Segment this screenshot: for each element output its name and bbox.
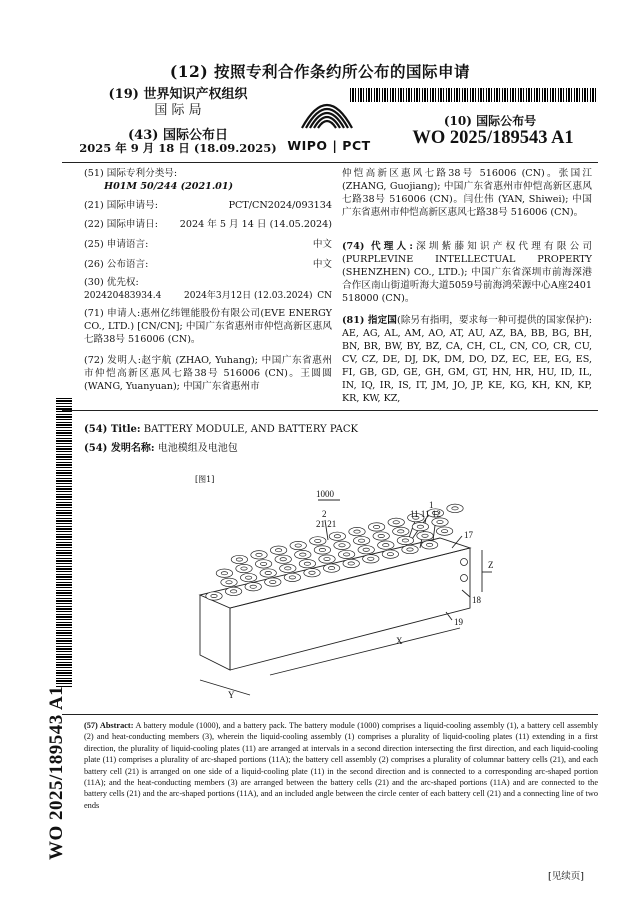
filing-date: 2024 年 5 月 14 日 (14.05.2024) bbox=[179, 219, 332, 230]
battery-cell-terminal bbox=[343, 553, 349, 556]
axis-z: Z bbox=[488, 560, 494, 570]
figure-label: [图1] bbox=[195, 475, 215, 484]
agent-details: 深圳紫藤知识产权代理有限公司 (PURPLEVINE INTELLECTUAL PROPERTY (SHENZHEN) CO., LTD.); 中国广东省深圳市前海深港合作区南山街道听海大道5059号前海鸿荣源中心A座2401 518000 (CN)。 bbox=[342, 241, 592, 304]
battery-cell-terminal bbox=[387, 553, 393, 556]
publication-language: 中文 bbox=[312, 259, 332, 270]
battery-cell-terminal bbox=[221, 572, 227, 575]
ref-18: 18 bbox=[472, 595, 481, 605]
priority-label: (30) 优先权: bbox=[84, 277, 139, 288]
agent-label: (74) 代理人: bbox=[342, 241, 413, 252]
battery-cell-terminal bbox=[328, 567, 334, 570]
publication-language-label: (26) 公布语言: bbox=[84, 259, 149, 270]
port-circle bbox=[461, 559, 468, 566]
abstract-text: A battery module (1000), and a battery pack. The battery module (1000) comprises a liquid-cooling assembly (1), a battery cell assembly (2) and heat-conducting members (3), wherein the liquid-cooling assembly (1) comprises a plurality of liquid-cooling plates (11) extending in a first direction, the plurality of liquid-cooling plates (11) are arranged at intervals in a second direction intersecting the first direction, and each liquid-cooling plate (11) comprises a plurality of arc-shaped portions (11A); the battery cell assembly (2) comprises a plurality of columnar battery cells (21), and each battery cell (21) is arranged on one side of a liquid-cooling plate (11) in the second direction and is connected to a corresponding arc-shaped portion (11A); and the heat-conducting members (3) are arranged between the battery cells (21) and the arc-shaped portions (11A) and are connected to the battery cells (21) and the arc-shaped portions (11A), and an included angle between the circle center of each battery cell (21) and a connecting line of two ends bbox=[84, 721, 599, 810]
ref-19: 19 bbox=[454, 617, 463, 627]
battery-cell-terminal bbox=[236, 558, 242, 561]
continued-note: [见续页] bbox=[548, 871, 584, 882]
battery-cell-terminal bbox=[422, 534, 428, 537]
ref-21: 21 21 bbox=[316, 519, 337, 529]
battery-cell-terminal bbox=[260, 562, 266, 565]
organization-name: (19) 世界知识产权组织 bbox=[108, 87, 248, 102]
battery-cell-terminal bbox=[407, 548, 413, 551]
ipc-label: (51) 国际专利分类号: bbox=[84, 168, 178, 179]
application-number-label: (21) 国际申请号: bbox=[84, 200, 158, 211]
application-number: PCT/CN2024/093134 bbox=[228, 200, 332, 211]
inventor-continuation: 仲恺高新区惠风七路38号 516006 (CN)。张国江 (ZHANG, Guojiang); 中国广东省惠州市仲恺高新区惠风七路38号 516006 (CN)。闫仕伟 (YAN, Shiwei); 中国广东省惠州市仲恺高新区惠风七路38号 516006 (CN)。 bbox=[342, 168, 592, 218]
axis-y: Y bbox=[228, 690, 235, 700]
publication-date: 2025 年 9 月 18 日 (18.09.2025) bbox=[79, 141, 277, 155]
priority-date: 2024年3月12日 (12.03.2024) bbox=[184, 291, 313, 301]
ref-1: 1 bbox=[429, 500, 434, 510]
ipc-value: H01M 50/244 (2021.01) bbox=[104, 181, 234, 192]
battery-cell-terminal bbox=[211, 594, 217, 597]
battery-cell-terminal bbox=[270, 580, 276, 583]
header-divider bbox=[62, 162, 598, 163]
battery-cell-terminal bbox=[250, 585, 256, 588]
battery-cell-terminal bbox=[324, 557, 330, 560]
battery-cell-terminal bbox=[417, 525, 423, 528]
title-en-label: (54) Title: bbox=[84, 424, 141, 435]
organization-bureau: 国 际 局 bbox=[154, 103, 202, 118]
title-zh: 电池模组及电池包 bbox=[157, 443, 238, 454]
ref-11-12: 11 11 12 bbox=[410, 509, 441, 519]
battery-cell-terminal bbox=[319, 548, 325, 551]
battery-cell-terminal bbox=[437, 520, 443, 523]
battery-cell-terminal bbox=[373, 525, 379, 528]
title-en: BATTERY MODULE, AND BATTERY PACK bbox=[143, 424, 358, 435]
battery-cell-terminal bbox=[393, 521, 399, 524]
battery-cell-terminal bbox=[289, 576, 295, 579]
biblio-divider bbox=[62, 410, 598, 411]
battery-cell-terminal bbox=[354, 530, 360, 533]
ref-17: 17 bbox=[464, 530, 473, 540]
port-circle bbox=[461, 575, 468, 582]
priority-number: 202420483934.4 bbox=[84, 291, 162, 301]
barcode-icon bbox=[350, 88, 596, 102]
battery-cell-terminal bbox=[256, 553, 262, 556]
battery-cell-terminal bbox=[348, 562, 354, 565]
publication-number-label: (10) 国际公布号 bbox=[443, 114, 537, 128]
ref-1000: 1000 bbox=[316, 489, 334, 499]
vertical-barcode-icon bbox=[56, 398, 72, 688]
battery-cell-terminal bbox=[378, 534, 384, 537]
battery-cell-terminal bbox=[398, 530, 404, 533]
battery-cell-terminal bbox=[309, 571, 315, 574]
ref-2: 2 bbox=[322, 509, 327, 519]
battery-cell-terminal bbox=[280, 558, 286, 561]
battery-cell-terminal bbox=[304, 562, 310, 565]
battery-cell-terminal bbox=[241, 567, 247, 570]
battery-cell-terminal bbox=[315, 539, 321, 542]
title-zh-label: (54) 发明名称: bbox=[84, 443, 155, 454]
filing-date-label: (22) 国际申请日: bbox=[84, 219, 158, 230]
battery-cell-terminal bbox=[295, 544, 301, 547]
publication-date-label: (43) 国际公布日 bbox=[128, 128, 228, 143]
battery-cell-terminal bbox=[383, 544, 389, 547]
battery-cell-terminal bbox=[441, 530, 447, 533]
battery-cell-terminal bbox=[363, 548, 369, 551]
battery-cell-terminal bbox=[300, 553, 306, 556]
abstract bbox=[84, 720, 598, 811]
battery-cell-terminal bbox=[265, 571, 271, 574]
priority-country: CN bbox=[317, 291, 332, 301]
axis-x: X bbox=[396, 636, 403, 646]
publication-number: WO 2025/189543 A1 bbox=[412, 128, 574, 148]
wipo-logo-text: WIPO | PCT bbox=[287, 138, 371, 153]
battery-cell-terminal bbox=[275, 549, 281, 552]
document-type-heading: (12) 按照专利合作条约所公布的国际申请 bbox=[169, 62, 471, 81]
battery-cell-terminal bbox=[285, 567, 291, 570]
designated-states: (除另有指明，要求每一种可提供的国家保护): AE, AG, AL, AM, AO, AT, AU, AZ, BA, BB, BG, BH, BN, BR, BW, BY, BZ, CA, CH, CL, CN, CO, CR, CU, CV, CZ, DE, DJ, DK, DM, DO, DZ, EC, EE, EG, ES, FI, GB, GD, GE, GH, GM, GT, HN, HR, HU, ID, IL, IN, IQ, IR, IS, IT, JM, JO, JP, KE, KG, KH, KN, KP, KR, KW, KZ, bbox=[342, 315, 592, 404]
applicant-label: (71) 申请人: bbox=[84, 308, 141, 319]
abstract-label: (57) Abstract: bbox=[84, 721, 134, 730]
side-publication-number: WO 2025/189543 A1 bbox=[46, 685, 67, 860]
battery-cell-terminal bbox=[368, 557, 374, 560]
abstract-divider bbox=[62, 714, 598, 715]
battery-cell-terminal bbox=[358, 539, 364, 542]
battery-cell-terminal bbox=[226, 581, 232, 584]
battery-module-figure bbox=[170, 480, 510, 710]
battery-cell-terminal bbox=[230, 590, 236, 593]
battery-cell-terminal bbox=[426, 543, 432, 546]
filing-language: 中文 bbox=[312, 239, 332, 250]
battery-cell-terminal bbox=[339, 544, 345, 547]
inventor-details: 赵宇航 (ZHAO, Yuhang); 中国广东省惠州市仲恺高新区惠风七路38号 516006 (CN)。王圆圆 (WANG, Yuanyuan); 中国广东省惠州市 bbox=[84, 355, 333, 392]
applicant-details: 惠州亿纬锂能股份有限公司(EVE ENERGY CO., LTD.) [CN/CN]; 中国广东省惠州市仲恺高新区惠风七路38号 516006 (CN)。 bbox=[84, 308, 332, 345]
designated-states-label: (81) 指定国 bbox=[342, 315, 397, 326]
battery-cell-terminal bbox=[245, 576, 251, 579]
battery-cell-terminal bbox=[402, 539, 408, 542]
battery-cell-terminal bbox=[334, 535, 340, 538]
filing-language-label: (25) 申请语言: bbox=[84, 239, 149, 250]
battery-cell-terminal bbox=[452, 507, 458, 510]
inventor-label: (72) 发明人: bbox=[84, 355, 141, 366]
